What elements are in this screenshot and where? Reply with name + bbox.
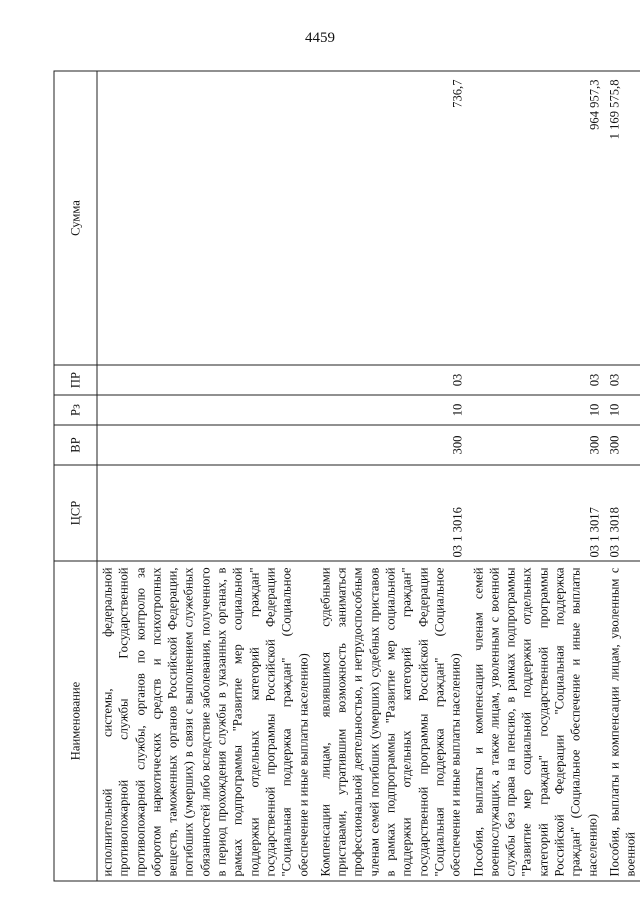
row-vr: 300 [468,425,604,465]
row-name: исполнительной системы, федеральной противопожарной службы Государственной противопожарной службы, органов по контролю за оборотом наркотических средств и психотропных веществ, таможенных органов Российской Федерации, погибших (умерших) в связи с выполнением служебных обязанностей либо вследствие заболевания, полученного в период прохождения службы в указанных органах, в рамках подпрограммы "Развитие мер социальной поддержки отдельных категорий граждан" государственной программы Российской Федерации "Социальная поддержка граждан" (Социальное обеспечение и иные выплаты населению) [97,561,315,881]
row-csr: 03 1 3018 [604,465,640,561]
table-row [468,71,604,881]
row-pr: 03 [468,365,604,395]
row-pr: 03 [315,365,468,395]
budget-table [54,71,640,882]
row-csr [97,465,315,561]
row-csr: 03 1 3016 [315,465,468,561]
row-sum: 736,7 [315,71,468,365]
table-row [97,71,315,881]
row-rz: 10 [315,395,468,425]
header-sum: Сумма [54,71,97,365]
row-sum [97,71,315,365]
header-vr: ВР [54,425,97,465]
row-sum: 964 957,3 [468,71,604,365]
row-vr [97,425,315,465]
header-pr: ПР [54,365,97,395]
row-rz [97,395,315,425]
row-vr: 300 [315,425,468,465]
row-pr [97,365,315,395]
header-csr: ЦСР [54,465,97,561]
row-name: Компенсации лицам, являвшимся судебными приставами, утратившим возможность заниматься профессиональной деятельностью, и нетрудоспособным членам семей погибших (умерших) судебных приставов в рамках подпрограммы "Развитие мер социальной поддержки отдельных категорий граждан" государственной программы Российской Федерации "Социальная поддержка граждан" (Социальное обеспечение и иные выплаты населению) [315,561,468,881]
row-name: Пособия, выплаты и компенсации членам семей военнослужащих, а также лицам, уволенным с военной службы без права на пенсию, в рамках подпрограммы "Развитие мер социальной поддержки отдельных категорий граждан" государственной программы Российской Федерации "Социальная поддержка граждан" (Социальное обеспечение и иные выплаты населению) [468,561,604,881]
row-sum: 1 169 575,8 [604,71,640,365]
row-name: Пособия, выплаты и компенсации лицам, уволенным с военной [604,561,640,881]
rotated-table-wrapper [54,72,638,882]
row-rz: 10 [468,395,604,425]
table-row [604,71,640,881]
row-rz: 10 [604,395,640,425]
header-name: Наименование [54,561,97,881]
table-row [315,71,468,881]
page-number: 4459 [305,30,335,46]
row-pr: 03 [604,365,640,395]
table-header-row [54,71,97,881]
row-csr: 03 1 3017 [468,465,604,561]
header-rz: Рз [54,395,97,425]
row-vr: 300 [604,425,640,465]
